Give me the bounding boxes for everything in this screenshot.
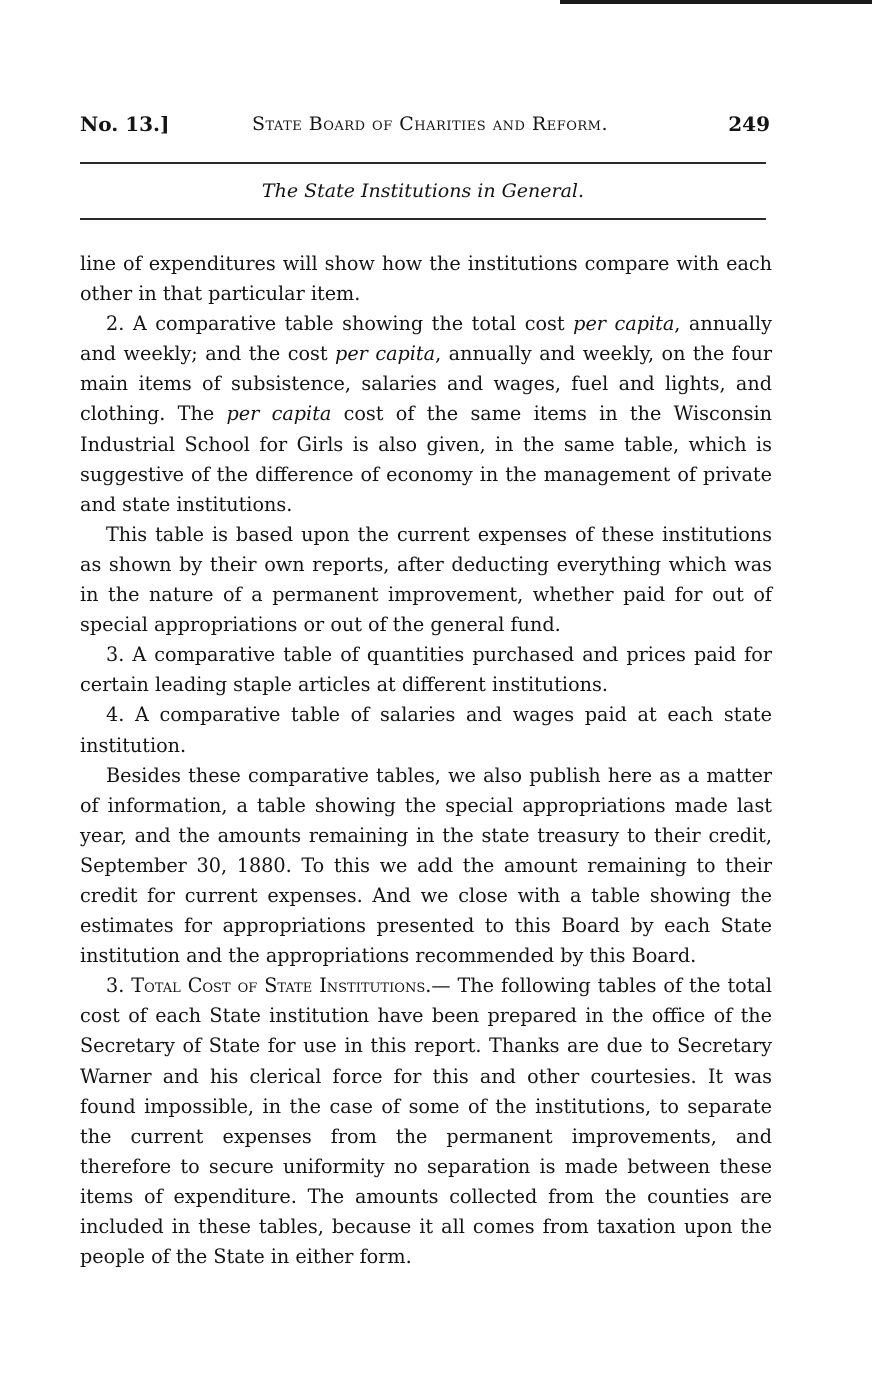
- per-capita-emphasis: per capita: [226, 402, 332, 426]
- running-head: [80, 112, 770, 140]
- header-rule-bottom: [80, 218, 766, 220]
- section-number: 3.: [106, 974, 132, 998]
- running-title: State Board of Charities and Reform.: [251, 113, 609, 135]
- paragraph-total-cost: [80, 971, 772, 1272]
- paragraph-item-2-text-c: , annually and weekly; and the cost: [80, 312, 772, 366]
- paragraph-item-2-text-a: 2. A comparative table showing the total cost: [106, 312, 574, 336]
- page-number: 249: [728, 112, 770, 136]
- paragraph-item-2-text-e: , annually and weekly, on the four main items of subsistence, salaries and wages, fuel and lights, and clothing. The: [80, 342, 772, 426]
- paragraph-table-basis: This table is based upon the current expenses of these institutions as shown by their own reports, after deducting everything which was in the nature of a permanent improvement, whether paid for out of special appropriations or out of the general fund.: [80, 522, 772, 637]
- section-title: The State Institutions in General.: [261, 180, 585, 202]
- document-number: No. 13.]: [80, 112, 170, 136]
- paragraph-total-cost-text: — The following tables of the total cost of each State institution have been prepared in the office of the Secretary of State for use in this report. Thanks are due to Secretary Warner and his clerical force for this and other courtesies. It was found impossible, in the case of some of the institutions, to separate the current expenses from the permanent improvements, and therefore to secure uniformity no separation is made between these items of expenditure. The amounts collected from the counties are included in these tables, because it all comes from taxation upon the people of the State in either form.: [80, 974, 773, 1269]
- top-edge-rule: [560, 0, 872, 4]
- paragraph-continuation: line of expenditures will show how the institutions compare with each other in that particular item.: [80, 252, 772, 306]
- paragraph-item-4: 4. A comparative table of salaries and wages paid at each state institution.: [80, 703, 772, 757]
- per-capita-emphasis: per capita: [573, 312, 675, 336]
- per-capita-emphasis: per capita: [335, 342, 436, 366]
- paragraph-item-2-text-g: cost of the same items in the Wisconsin Industrial School for Girls is also given, in the same table, which is suggestive of the difference of economy in the management of private and state institutions.: [80, 402, 772, 516]
- paragraph-item-3: 3. A comparative table of quantities purchased and prices paid for certain leading staple articles at different institutions.: [80, 643, 772, 697]
- section-heading: Total Cost of State Institutions.: [131, 974, 432, 998]
- paragraph-item-2: [80, 309, 772, 520]
- body-text: [80, 249, 772, 1272]
- paragraph-besides: Besides these comparative tables, we also publish here as a matter of information, a table showing the special appropriations made last year, and the amounts remaining in the state treasury to their credit, September 30, 1880. To this we add the amount remaining to their credit for current expenses. And we close with a table showing the estimates for appropriations presented to this Board by each State institution and the appropriations recommended by this Board.: [80, 763, 772, 968]
- header-rule-top: [80, 162, 766, 164]
